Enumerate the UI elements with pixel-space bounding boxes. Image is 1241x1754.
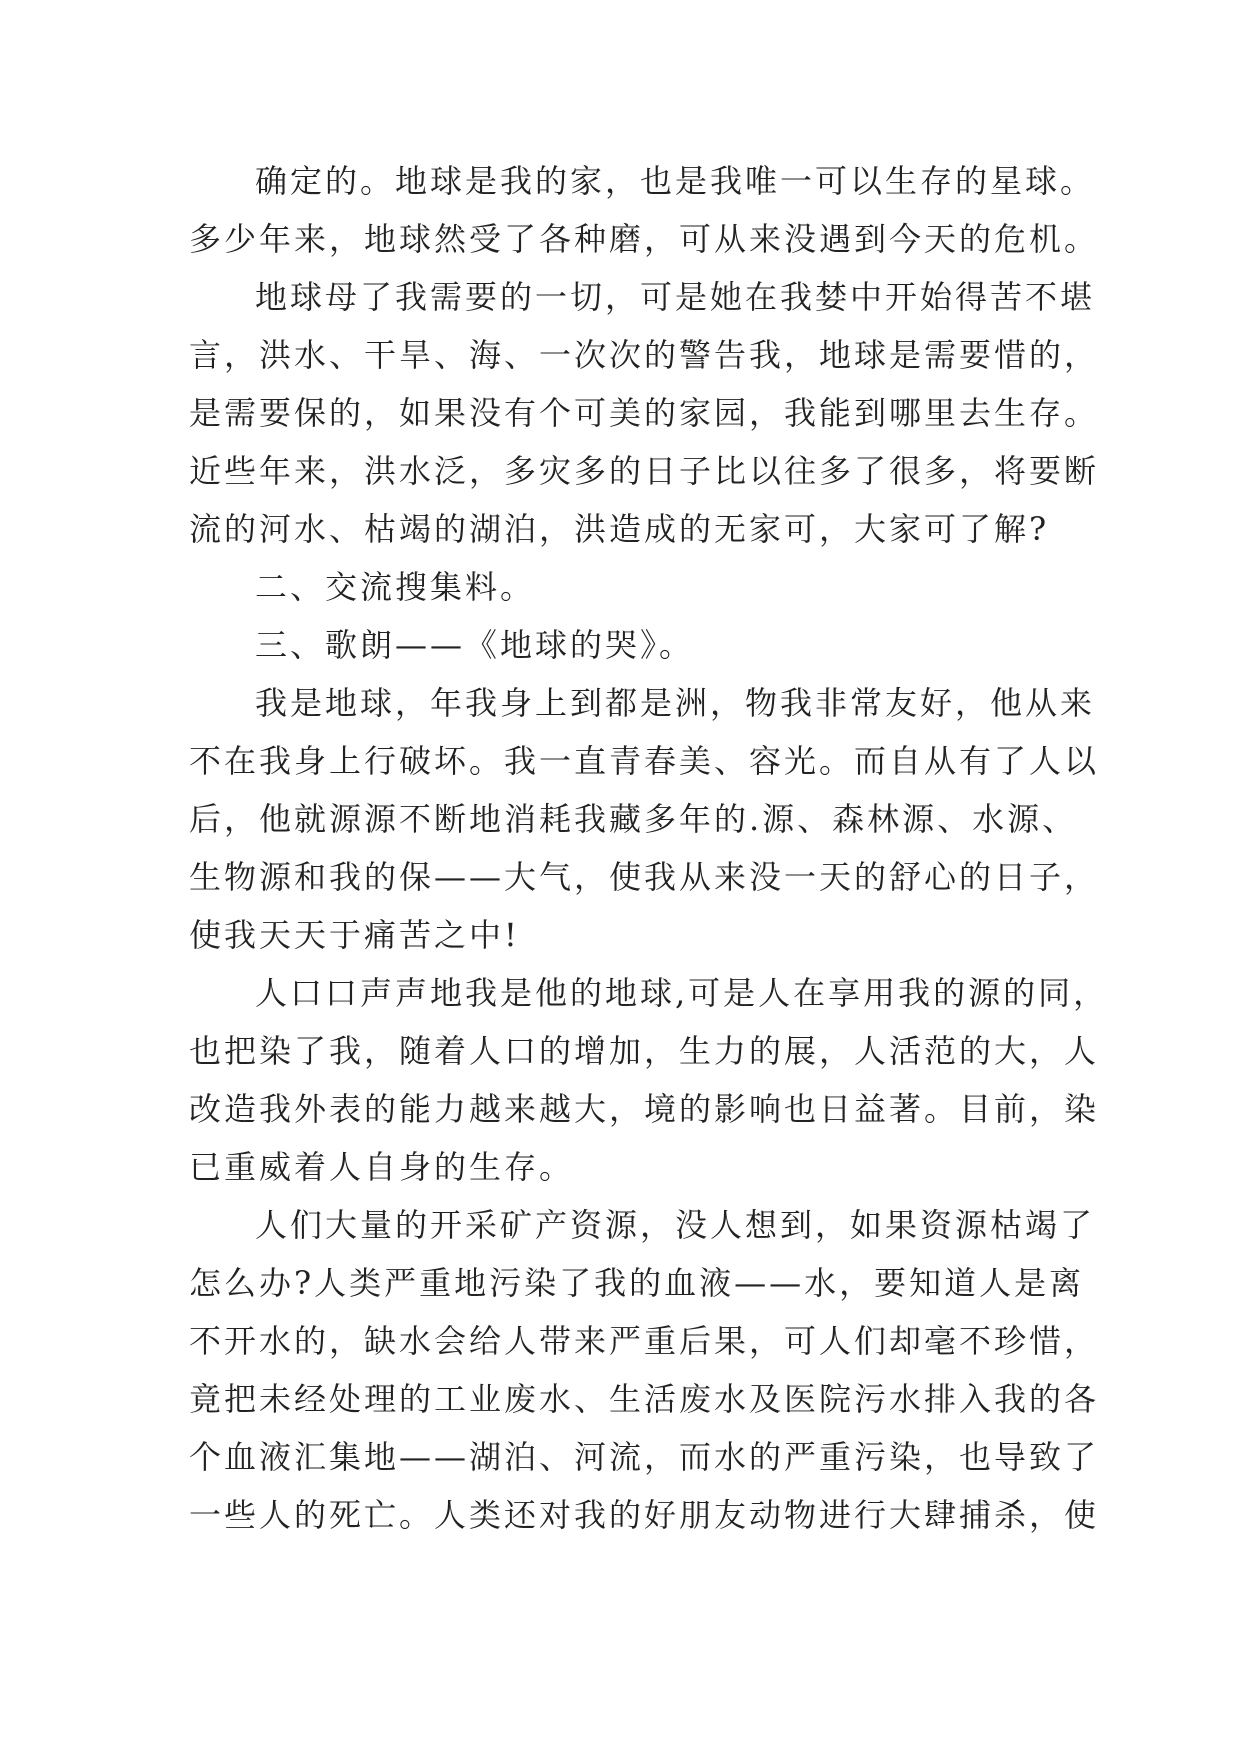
- text-line: 近些年来，洪水泛，多灾多的日子比以往多了很多，将要断: [189, 452, 1100, 490]
- text-line: 确定的。地球是我的家，也是我唯一可以生存的星球。: [255, 162, 1096, 200]
- text-line: 言，洪水、干旱、海、一次次的警告我，地球是需要惜的，: [189, 336, 1100, 374]
- text-line: 怎么办?人类严重地污染了我的血液——水，要知道人是离: [189, 1264, 1085, 1302]
- text-line: 流的河水、枯竭的湖泊，洪造成的无家可，大家可了解?: [189, 510, 1050, 548]
- paragraph-7: [189, 1196, 1100, 1544]
- text-line: 不开水的，缺水会给人带来严重后果，可人们却毫不珍惜，: [189, 1322, 1100, 1360]
- text-line: 人口口声声地我是他的地球,可是人在享用我的源的同，: [255, 974, 1109, 1012]
- paragraph-6: [189, 964, 1109, 1196]
- document-page: [189, 152, 1109, 1544]
- text-line: 一些人的死亡。人类还对我的好朋友动物进行大肆捕杀，使: [189, 1496, 1100, 1534]
- text-line: 人们大量的开采矿产资源，没人想到，如果资源枯竭了: [255, 1206, 1096, 1244]
- text-line: 多少年来，地球然受了各种磨，可从来没遇到今天的危机。: [189, 220, 1100, 258]
- paragraph-5: [189, 674, 1100, 964]
- paragraph-1: [189, 152, 1100, 268]
- text-line: 使我天天于痛苦之中!: [189, 916, 520, 954]
- text-line: 生物源和我的保——大气，使我从来没一天的舒心的日子，: [189, 858, 1100, 896]
- section-heading-2: [189, 558, 1051, 616]
- text-line: 不在我身上行破坏。我一直青春美、容光。而自从有了人以: [189, 742, 1100, 780]
- text-line: 三、歌朗——《地球的哭》。: [255, 626, 695, 664]
- text-line: 二、交流搜集料。: [255, 568, 536, 606]
- text-line: 已重威着人自身的生存。: [189, 1148, 575, 1186]
- text-line: 改造我外表的能力越来越大，境的影响也日益著。目前，染: [189, 1090, 1100, 1128]
- text-line: 个血液汇集地——湖泊、河流，而水的严重污染，也导致了: [189, 1438, 1100, 1476]
- text-line: 是需要保的，如果没有个可美的家园，我能到哪里去生存。: [189, 394, 1100, 432]
- text-line: 也把染了我，随着人口的增加，生力的展，人活范的大，人: [189, 1032, 1100, 1070]
- text-line: 我是地球，年我身上到都是洲，物我非常友好，他从来: [255, 684, 1096, 722]
- text-line: 地球母了我需要的一切，可是她在我婪中开始得苦不堪: [255, 278, 1096, 316]
- text-line: 竟把未经处理的工业废水、生活废水及医院污水排入我的各: [189, 1380, 1100, 1418]
- text-line: 后，他就源源不断地消耗我藏多年的.源、森林源、水源、: [189, 800, 1078, 838]
- section-heading-3: [189, 616, 1051, 674]
- paragraph-2: [189, 268, 1100, 558]
